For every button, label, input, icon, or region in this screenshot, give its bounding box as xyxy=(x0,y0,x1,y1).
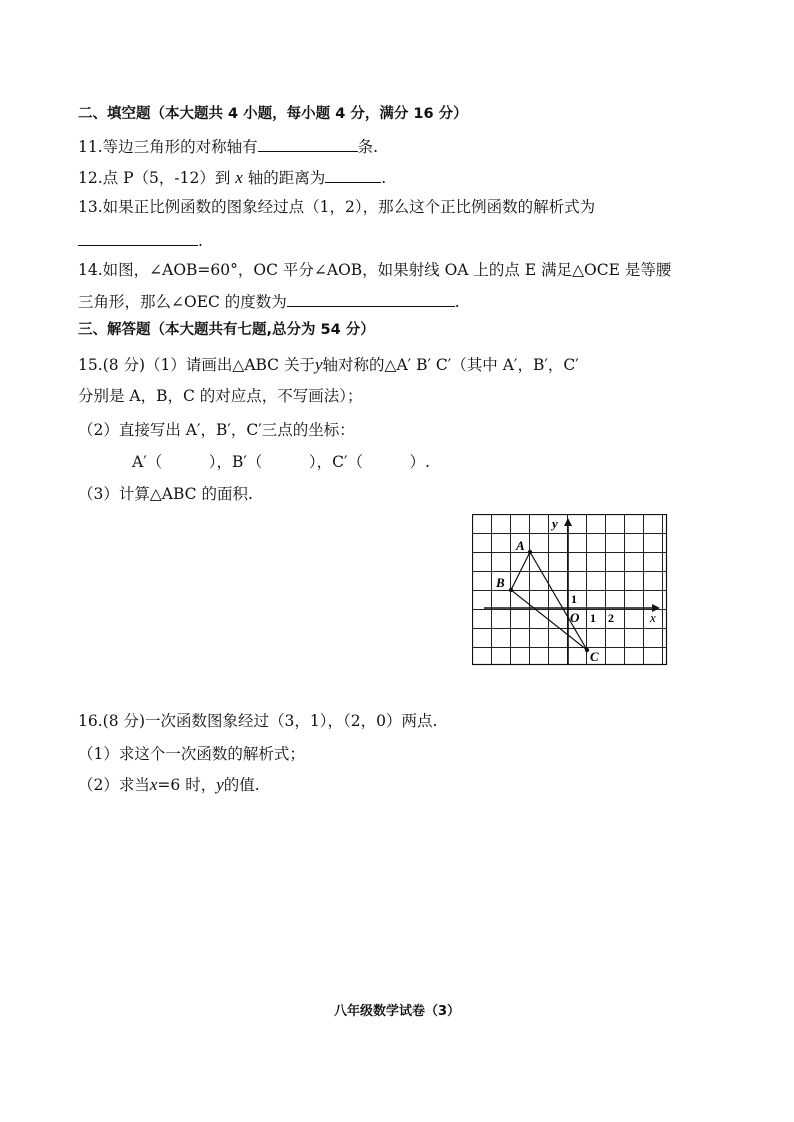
q16-variable-y: y xyxy=(216,775,224,794)
q16-part2-text: （2）求当 xyxy=(78,776,150,794)
question-15 xyxy=(78,355,579,375)
q16-part2-end: 的值. xyxy=(223,776,260,794)
label-a: A xyxy=(516,538,525,553)
question-14-line2 xyxy=(78,290,460,312)
q12-end: . xyxy=(381,169,387,187)
question-15-line2: 分别是 A，B，C 的对应点，不写画法）； xyxy=(78,387,363,405)
question-13-answer xyxy=(78,229,203,251)
question-11 xyxy=(78,135,378,157)
point-c xyxy=(585,648,589,652)
q12-variable: x xyxy=(235,168,243,187)
tick-label-x-1: 1 xyxy=(590,611,596,625)
section-heading-solutions: 三、解答题（本大题共有七题,总分为 54 分） xyxy=(78,322,375,338)
q16-part2-mid: =6 时， xyxy=(157,776,217,794)
question-16-part1: （1）求这个一次函数的解析式； xyxy=(78,745,305,763)
q12-text: 12.点 P（5，-12）到 xyxy=(78,169,231,187)
question-14: 14.如图，∠AOB=60°，OC 平分∠AOB，如果射线 OA 上的点 E 满足△OCE 是等腰 xyxy=(78,261,672,279)
label-origin: O xyxy=(570,610,580,625)
question-16: 16.(8 分)一次函数图象经过（3，1），（2，0）两点. xyxy=(78,712,438,730)
q15-variable: y xyxy=(314,355,323,374)
point-b xyxy=(509,588,513,592)
q15-text: 15.(8 分)（1）请画出△ABC 关于 xyxy=(78,356,315,374)
answer-blank[interactable] xyxy=(78,229,198,246)
q16-variable-x: x xyxy=(149,775,158,794)
y-axis-arrow xyxy=(564,518,572,526)
q13-end: . xyxy=(198,232,203,250)
coordinate-grid-figure xyxy=(472,514,668,666)
page-footer: 八年级数学试卷（3） xyxy=(333,1004,461,1019)
question-15-part2: （2）直接写出 A′，B′，C′三点的坐标： xyxy=(78,421,355,439)
q14-text: 三角形，那么∠OEC 的度数为 xyxy=(78,293,287,311)
question-12 xyxy=(78,166,386,188)
q11-text: 11.等边三角形的对称轴有 xyxy=(78,138,258,156)
q11-end: 条. xyxy=(357,138,379,156)
question-15-part3: （3）计算△ABC 的面积. xyxy=(78,485,253,503)
tick-label-x-2: 2 xyxy=(608,611,614,625)
point-a xyxy=(528,550,532,554)
q14-end: . xyxy=(454,293,460,311)
answer-blank[interactable] xyxy=(258,135,358,152)
question-15-coords: A′（ ），B′（ ），C′（ ）. xyxy=(132,453,430,471)
q15-text-end: 轴对称的△A′ B′ C′（其中 A′，B′，C′ xyxy=(322,356,579,374)
label-b: B xyxy=(496,575,505,590)
label-x-axis: x xyxy=(650,610,656,625)
label-c: C xyxy=(590,649,599,664)
section-heading-fill-in: 二、填空题（本大题共 4 小题，每小题 4 分，满分 16 分） xyxy=(78,106,468,122)
answer-blank[interactable] xyxy=(287,290,455,307)
q12-text-mid: 轴的距离为 xyxy=(247,169,326,187)
label-y-axis: y xyxy=(552,516,558,531)
question-13: 13.如果正比例函数的图象经过点（1，2），那么这个正比例函数的解析式为 xyxy=(78,198,596,216)
tick-label-y-1: 1 xyxy=(571,592,577,606)
answer-blank[interactable] xyxy=(325,166,381,183)
question-16-part2 xyxy=(78,775,260,795)
